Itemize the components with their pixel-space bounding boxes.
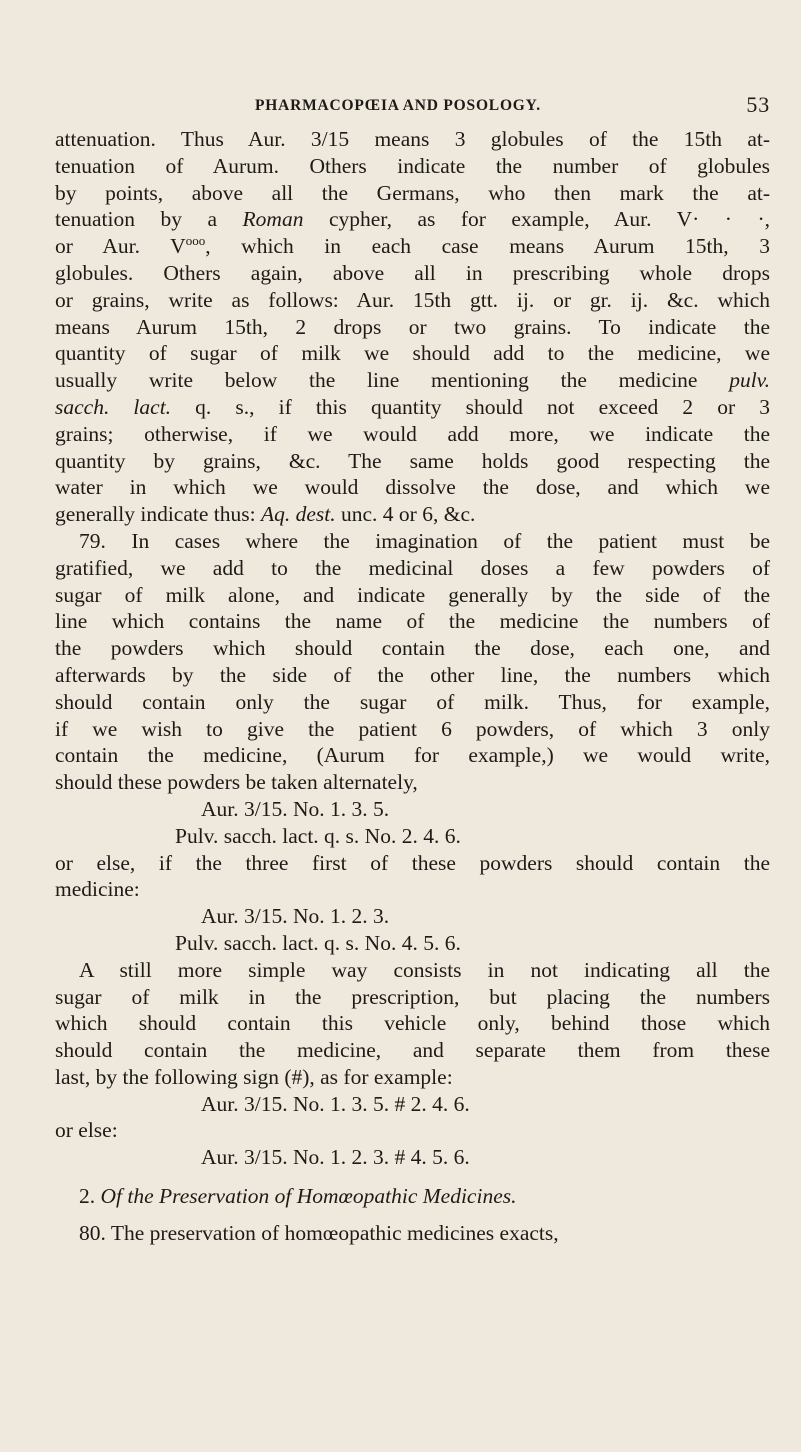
paragraph — [55, 1117, 770, 1171]
section-title: Of the Preservation of Homœopathic Medicines. — [100, 1184, 517, 1209]
text-line: sugar of milk alone, and indicate generally by the side of the — [55, 582, 770, 607]
text-line: means Aurum 15th, 2 drops or two grains. To indicate the — [55, 314, 770, 339]
page-header — [55, 92, 770, 126]
text-line: A still more simple way consists in not indicating all the — [79, 957, 770, 982]
prescription-line: Pulv. sacch. lact. q. s. No. 2. 4. 6. — [175, 823, 461, 848]
body-text — [55, 126, 770, 1247]
text-line: 80. The preservation of homœopathic medicines exacts, — [79, 1220, 559, 1245]
paragraph — [55, 957, 770, 1118]
paragraph — [55, 850, 770, 957]
text-line: gratified, we add to the medicinal doses a few powders of — [55, 555, 770, 580]
text-line: afterwards by the side of the other line, the numbers which — [55, 662, 770, 687]
running-head: PHARMACOPŒIA AND POSOLOGY. — [255, 97, 541, 114]
text-line: last, by the following sign (#), as for example: — [55, 1064, 453, 1089]
book-page — [55, 92, 770, 1247]
text-line: sacch. lact. q. s., if this quantity should not exceed 2 or 3 — [55, 394, 770, 419]
text-line: or else, if the three first of these powders should contain the — [55, 850, 770, 875]
text-line: sugar of milk in the prescription, but placing the numbers — [55, 984, 770, 1009]
prescription-line: Aur. 3/15. No. 1. 3. 5. — [201, 796, 390, 821]
text-line: the powders which should contain the dose, each one, and — [55, 636, 770, 661]
prescription-line: Aur. 3/15. No. 1. 2. 3. # 4. 5. 6. — [201, 1145, 470, 1170]
prescription-line: Aur. 3/15. No. 1. 2. 3. — [201, 904, 390, 929]
text-line: tenuation of Aurum. Others indicate the number of globules — [55, 153, 770, 178]
text-line: by points, above all the Germans, who then mark the at- — [55, 180, 770, 205]
text-line: line which contains the name of the medicine the numbers of — [55, 609, 770, 634]
text-line: quantity of sugar of milk we should add to the medicine, we — [55, 341, 770, 366]
text-line: if we wish to give the patient 6 powders, of which 3 only — [55, 716, 770, 741]
section-heading — [55, 1183, 770, 1210]
text-line: should contain the medicine, and separate them from these — [55, 1038, 770, 1063]
prescription-line: Aur. 3/15. No. 1. 3. 5. # 2. 4. 6. — [201, 1091, 470, 1116]
page-number: 53 — [746, 92, 770, 117]
text-line: grains; otherwise, if we would add more, we indicate the — [55, 421, 770, 446]
text-line: water in which we would dissolve the dose, and which we — [55, 475, 770, 500]
paragraph — [55, 126, 770, 528]
text-line: or Aur. $V^{ooo}$, which in each case means Aurum 15th, 3 — [55, 233, 770, 259]
paragraph — [55, 528, 770, 850]
text-line: should contain only the sugar of milk. Thus, for example, — [55, 689, 770, 714]
text-line: or grains, write as follows: Aur. 15th gtt. ij. or gr. ij. &c. which — [55, 287, 770, 312]
text-line: quantity by grains, &c. The same holds good respecting the — [55, 448, 770, 473]
text-line: medicine: — [55, 877, 140, 902]
text-line: or else: — [55, 1118, 118, 1143]
prescription-line: Pulv. sacch. lact. q. s. No. 4. 5. 6. — [175, 930, 461, 955]
text-line: should these powders be taken alternately, — [55, 770, 418, 795]
section-number: 2. — [79, 1184, 96, 1209]
text-line: usually write below the line mentioning the medicine pulv. — [55, 368, 770, 393]
text-line: globules. Others again, above all in prescribing whole drops — [55, 260, 770, 285]
text-line: generally indicate thus: Aq. dest. unc. 4 or 6, &c. — [55, 502, 476, 527]
text-line: 79. In cases where the imagination of the patient must be — [79, 528, 770, 553]
text-line: attenuation. Thus Aur. 3/15 means 3 globules of the 15th at- — [55, 127, 770, 151]
text-line: contain the medicine, (Aurum for example,) we would write, — [55, 743, 770, 768]
text-line: which should contain this vehicle only, behind those which — [55, 1011, 770, 1036]
text-line: tenuation by a Roman cypher, as for example, Aur. V· · ·, — [55, 207, 770, 232]
